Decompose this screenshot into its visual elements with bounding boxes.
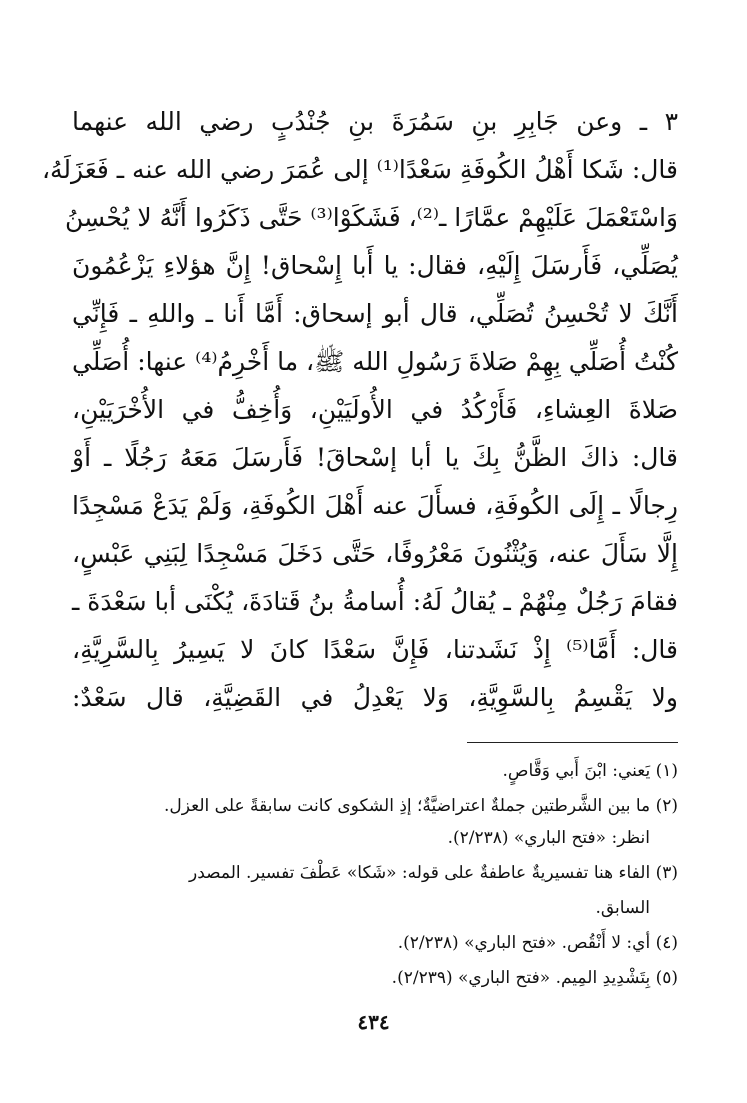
text-line: قال: شَكا أَهْلُ الكُوفَةِ سَعْدًا⁽¹⁾ إلى عُمَرَ رضي الله عنه ـ فَعَزَلَهُ، [41, 155, 678, 184]
text-line: وَاسْتَعْمَلَ عَلَيْهِمْ عمَّارًا ـ⁽²⁾، فَشَكَوْا⁽³⁾ حَتَّى ذَكَرُوا أَنَّهُ لا يُحْسِنُ [64, 203, 678, 232]
text-line: ولا يَقْسِمُ بِالسَّوِيَّةِ، وَلا يَعْدِلُ في القَضِيَّةِ، قال سَعْدٌ: [72, 683, 678, 712]
text-line: رِجالًا ـ إِلَى الكُوفَةِ، فسأَلَ عنه أَهْلَ الكُوفَةِ، وَلَمْ يَدَعْ مَسْجِدًا [72, 491, 678, 520]
footnote-3-continued: السابق. [595, 898, 650, 918]
text-line: إِلَّا سَأَلَ عنه، وَيُثْنُونَ مَعْرُوفًا، حَتَّى دَخَلَ مَسْجِدًا لِبَنِي عَبْسٍ، [72, 539, 678, 568]
text-line: صَلاةَ العِشاءِ، فَأَرْكُدُ في الأُولَيَيْنِ، وَأُخِفُّ في الأُخْرَيَيْنِ، [72, 395, 678, 424]
footnote-4: (٤) أي: لا أَنْقُص. «فتح الباري» (٢/٢٣٨). [397, 933, 678, 953]
footnote-3: (٣) الفاء هنا تفسيريةٌ عاطفةٌ على قوله: «شَكا» عَطْفَ تفسير. المصدر [188, 863, 678, 883]
footnote-1: (١) يَعني: ابْنَ أَبي وَقَّاصٍ. [502, 761, 678, 781]
text-line: قال: ذاكَ الظَّنُّ بِكَ يا أبا إسْحاقَ! فَأَرسَلَ مَعَهُ رَجُلًا ـ أَوْ [72, 443, 678, 472]
footnote-divider [467, 742, 678, 743]
hadith-text [41, 98, 678, 722]
text-line: ٣ ـ وعن جَابِرِ بنِ سَمُرَةَ بنِ جُنْدُبٍ رضي الله عنهما [72, 107, 678, 136]
text-line: قال: أَمَّا⁽⁵⁾ إِذْ نَشَدتنا، فَإِنَّ سَعْدًا كانَ لا يَسِيرُ بِالسَّرِيَّةِ، [72, 635, 678, 664]
footnote-2: (٢) ما بين الشَّرطتين جملةٌ اعتراضيَّةٌ؛ إذِ الشكوى كانت سابقةً على العزل. [164, 796, 678, 816]
text-line: فقامَ رَجُلٌ مِنْهُمْ ـ يُقالُ لَهُ: أُسامةُ بنُ قَتادَةَ، يُكْنَى أبا سَعْدَةَ ـ [72, 587, 678, 616]
page-number: ٤٣٤ [357, 1010, 390, 1034]
text-line: أَنَّكَ لا تُحْسِنُ تُصَلِّي، قال أبو إسحاق: أَمَّا أَنا ـ واللهِ ـ فَإِنِّي [72, 299, 678, 328]
text-line: يُصَلِّي، فَأَرسَلَ إِلَيْهِ، فقال: يا أَبا إِسْحاق! إِنَّ هؤلاءِ يَزْعُمُونَ [72, 251, 678, 280]
text-line: كُنْتُ أُصَلِّي بِهِمْ صَلاةَ رَسُولِ الله ﷺ، ما أَخْرِمُ⁽⁴⁾ عنها: أُصَلِّي [71, 347, 678, 376]
footnote-5: (٥) بِتَشْدِيدِ المِيم. «فتح الباري» (٢/٢٣٩). [391, 968, 678, 988]
footnote-2-continued: انظر: «فتح الباري» (٢/٢٣٨). [447, 828, 650, 848]
